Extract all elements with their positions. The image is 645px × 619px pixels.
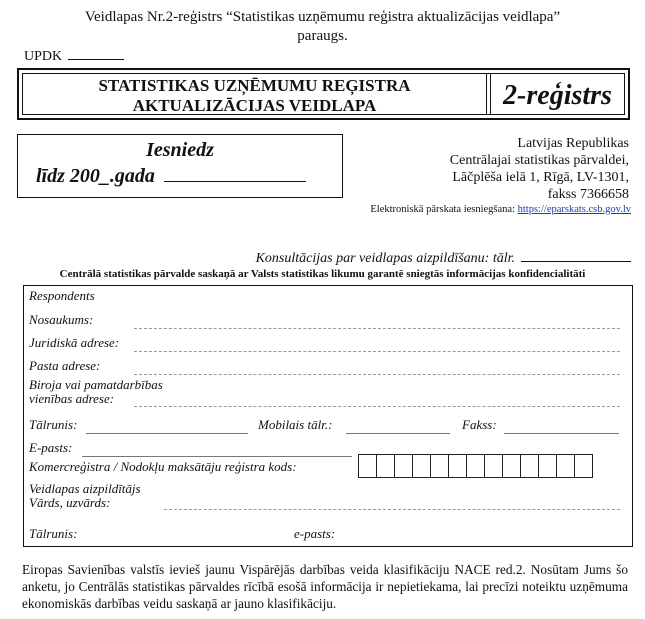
registry-code-cell[interactable] [520,454,539,478]
form-title-line-1: STATISTIKAS UZŅĒMUMU REĢISTRA [98,76,411,95]
confidentiality-notice: Centrālā statistikas pārvalde saskaņā ar Valsts statistikas likumu garantē sniegtās informācijas konfidencialitāti [59,268,586,280]
registry-code-cell[interactable] [376,454,395,478]
submit-deadline-blank[interactable] [164,165,306,182]
consultation-phone [256,249,631,267]
submit-deadline [36,165,306,188]
registry-code-cell[interactable] [394,454,413,478]
respondent-form [23,285,633,547]
filler-label-line-2: Vārds, uzvārds: [29,495,111,510]
registry-code-cell[interactable] [556,454,575,478]
registry-code-label: Komercreģistra / Nodokļu maksātāju reģistra kods: [29,459,297,474]
electronic-submission [370,204,631,215]
registry-code-boxes[interactable] [359,454,593,478]
respondents-heading: Respondents [29,288,95,303]
form-caption [0,8,645,46]
postal-address-label: Pasta adrese: [29,358,101,373]
recipient-address [450,135,629,203]
mobile-label: Mobilais tālr.: [258,417,333,432]
filler-name-field[interactable] [164,509,620,510]
address-line-2: Centrālajai statistikas pārvaldei, [449,153,629,168]
address-line-4: fakss 7366658 [547,187,629,202]
registry-code-cell[interactable] [448,454,467,478]
office-address-label-line-2: vienības adrese: [29,391,115,406]
phone-label: Tālrunis: [29,417,78,432]
fax-field[interactable] [504,433,619,434]
submit-deadline-label: līdz 200_.gada [36,165,155,187]
submit-label: Iesniedz [146,139,214,161]
office-address-label-line-1: Biroja vai pamatdarbības [29,377,163,392]
email-field[interactable] [82,456,352,457]
legal-address-label: Juridiskā adrese: [29,335,120,350]
registry-code-cell[interactable] [358,454,377,478]
title-box [17,68,630,120]
name-label: Nosaukums: [29,312,94,327]
updk-field [24,47,124,65]
registry-code-cell[interactable] [412,454,431,478]
form-title-line-2: AKTUALIZĀCIJAS VEIDLAPA [132,96,377,115]
fax-label: Fakss: [462,417,497,432]
address-line-3: Lāčplēša ielā 1, Rīgā, LV-1301, [452,170,629,185]
nace-notice: Eiropas Savienības valstīs ievieš jaunu Vispārējās darbības veida klasifikāciju NACE red.2. Nosūtam Jums šo anketu, jo Centrālās statistikas pārvaldes rīcībā esošā informācija ir nepietiekama, lai precīzi noteiktu uzņēmuma ekonomiskās darbības veidu saskaņā ar jauno klasifikāciju. [22,562,628,611]
registry-code-cell[interactable] [538,454,557,478]
consultation-blank[interactable] [521,249,631,262]
office-address-label [29,378,163,406]
filler-label [29,482,141,510]
form-code: 2-reģistrs [490,74,624,114]
title-inner-frame [22,73,625,115]
registry-code-cell[interactable] [484,454,503,478]
filler-email-label: e-pasts: [294,526,336,541]
filler-label-line-1: Veidlapas aizpildītājs [29,481,141,496]
phone-field[interactable] [86,433,248,434]
email-label: E-pasts: [29,440,73,455]
caption-line-1: Veidlapas Nr.2-reģistrs “Statistikas uzņēmumu reģistra aktualizācijas veidlapa” [84,9,561,25]
electronic-label: Elektroniskā pārskata iesniegšana: [370,204,516,215]
registry-code-cell[interactable] [502,454,521,478]
legal-address-field[interactable] [134,351,620,352]
address-line-1: Latvijas Republikas [517,136,629,151]
postal-address-field[interactable] [134,374,620,375]
registry-code-cell[interactable] [574,454,593,478]
filler-phone-label: Tālrunis: [29,526,78,541]
mobile-field[interactable] [346,433,450,434]
name-field[interactable] [134,328,620,329]
registry-code-cell[interactable] [466,454,485,478]
office-address-field[interactable] [134,406,620,407]
electronic-link[interactable]: https://eparskats.csb.gov.lv [517,204,631,215]
updk-blank[interactable] [68,47,124,60]
submit-deadline-box [17,134,343,198]
consultation-label: Konsultācijas par veidlapas aizpildīšanu: tālr. [255,251,515,266]
caption-line-2: paraugs. [297,28,348,44]
form-title [23,74,487,114]
updk-label: UPDK [24,49,63,64]
registry-code-cell[interactable] [430,454,449,478]
